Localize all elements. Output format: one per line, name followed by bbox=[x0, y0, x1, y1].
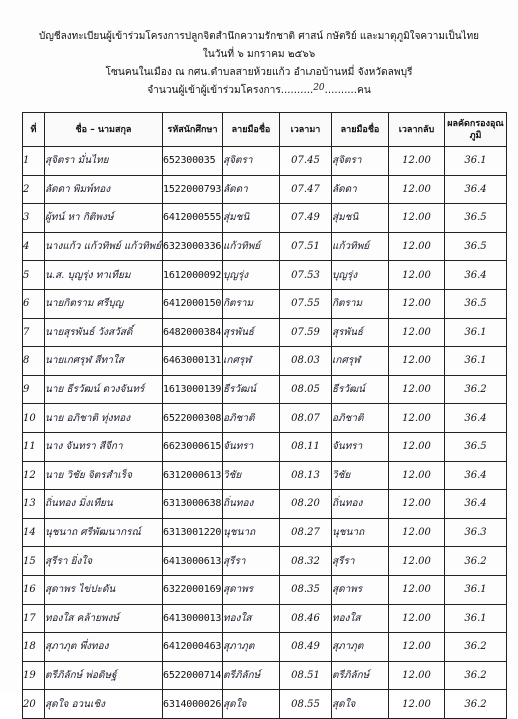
signature-out: แก้วทิพย์ bbox=[332, 232, 389, 261]
sheet-location: โซนคนในเมือง ณ กศน.ตำบลสายห้วยแก้ว อำเภอบ้านหมี่ จังหวัดลพบุรี bbox=[105, 67, 413, 78]
signature-out: ธีรวัฒน์ bbox=[332, 375, 389, 404]
student-id: 6413000013 bbox=[163, 604, 223, 633]
student-id: 652300035 bbox=[163, 147, 223, 176]
student-id: 6314000026 bbox=[163, 690, 223, 719]
table-row bbox=[23, 575, 507, 604]
signature-out: สุรีรา bbox=[332, 547, 389, 576]
temperature: 36.2 bbox=[445, 690, 507, 719]
table-row bbox=[23, 432, 507, 461]
time-in: 08.46 bbox=[280, 604, 332, 633]
table-row bbox=[23, 690, 507, 719]
time-out: 12.00 bbox=[389, 147, 445, 176]
temperature: 36.3 bbox=[445, 518, 507, 547]
signature-out: ถิ่นทอง bbox=[332, 490, 389, 519]
column-header-signature-out: ลายมือชื่อ bbox=[332, 113, 389, 147]
column-header-temperature: ผลคัดกรองอุณภูมิ bbox=[445, 113, 507, 147]
student-id: 6463000131 bbox=[163, 347, 223, 376]
student-id: 6522000714 bbox=[163, 661, 223, 690]
table-row bbox=[23, 461, 507, 490]
time-out: 12.00 bbox=[389, 318, 445, 347]
signature-out: สุรพันธ์ bbox=[332, 318, 389, 347]
participant-name: สุรีรา ยิ่งใจ bbox=[45, 547, 163, 576]
row-number: 1 bbox=[23, 147, 45, 176]
table-row bbox=[23, 147, 507, 176]
student-id: 6312000613 bbox=[163, 461, 223, 490]
signature-in: สุ่มชนิ bbox=[223, 204, 280, 233]
row-number: 15 bbox=[23, 547, 45, 576]
temperature: 36.4 bbox=[445, 461, 507, 490]
student-id: 6412000463 bbox=[163, 633, 223, 662]
student-id: 6323000336 bbox=[163, 232, 223, 261]
participant-count-prefix: จำนวนผู้เข้าผู้เข้าร่วมโครงการ.......... bbox=[147, 85, 314, 96]
participant-name: นางแก้ว แก้วทิพย์ แก้วทิพย์ bbox=[45, 232, 163, 261]
temperature: 36.2 bbox=[445, 633, 507, 662]
table-row bbox=[23, 347, 507, 376]
time-in: 07.59 bbox=[280, 318, 332, 347]
row-number: 11 bbox=[23, 432, 45, 461]
student-id: 6412000555 bbox=[163, 204, 223, 233]
signature-out: กิตราม bbox=[332, 289, 389, 318]
participant-name: ทองใส คล้ายพงษ์ bbox=[45, 604, 163, 633]
row-number: 6 bbox=[23, 289, 45, 318]
temperature: 36.2 bbox=[445, 547, 507, 576]
signature-out: ตรีภิลักษ์ bbox=[332, 661, 389, 690]
signature-in: ถิ่นทอง bbox=[223, 490, 280, 519]
signature-in: สุภาภุต bbox=[223, 633, 280, 662]
time-in: 08.35 bbox=[280, 575, 332, 604]
participant-name: ถิ่นทอง มิ่งเทียน bbox=[45, 490, 163, 519]
student-id: 1612000092 bbox=[163, 261, 223, 290]
column-header-student-id: รหัสนักศึกษา bbox=[163, 113, 223, 147]
time-out: 12.00 bbox=[389, 204, 445, 233]
time-out: 12.00 bbox=[389, 490, 445, 519]
time-out: 12.00 bbox=[389, 261, 445, 290]
signature-out: อภิชาติ bbox=[332, 404, 389, 433]
time-out: 12.00 bbox=[389, 232, 445, 261]
time-out: 12.00 bbox=[389, 690, 445, 719]
participant-name: สุดใจ อวนเชิง bbox=[45, 690, 163, 719]
time-in: 08.27 bbox=[280, 518, 332, 547]
temperature: 36.1 bbox=[445, 575, 507, 604]
table-row bbox=[23, 547, 507, 576]
signature-in: วิชัย bbox=[223, 461, 280, 490]
student-id: 6413000613 bbox=[163, 547, 223, 576]
row-number: 7 bbox=[23, 318, 45, 347]
time-out: 12.00 bbox=[389, 604, 445, 633]
row-number: 3 bbox=[23, 204, 45, 233]
row-number: 16 bbox=[23, 575, 45, 604]
time-in: 07.55 bbox=[280, 289, 332, 318]
student-id: 6482000384 bbox=[163, 318, 223, 347]
time-in: 08.05 bbox=[280, 375, 332, 404]
signature-out: สุดใจ bbox=[332, 690, 389, 719]
temperature: 36.4 bbox=[445, 404, 507, 433]
participant-name: น.ส. บุญรุ่ง ทาเทียม bbox=[45, 261, 163, 290]
student-id: 6313000638 bbox=[163, 490, 223, 519]
signature-in: ลัดดา bbox=[223, 175, 280, 204]
row-number: 9 bbox=[23, 375, 45, 404]
signature-out: ทองใส bbox=[332, 604, 389, 633]
table-row bbox=[23, 604, 507, 633]
signature-in: ทองใส bbox=[223, 604, 280, 633]
signature-out: สุดาพร bbox=[332, 575, 389, 604]
participant-name: นายเกศรุฬ สีทาใส bbox=[45, 347, 163, 376]
signature-out: สุภาภุต bbox=[332, 633, 389, 662]
participant-name: นาง จันทรา สีจีกา bbox=[45, 432, 163, 461]
table-row bbox=[23, 633, 507, 662]
signature-in: เกศรุฬ bbox=[223, 347, 280, 376]
signature-in: แก้วทิพย์ bbox=[223, 232, 280, 261]
signature-out: นุชนาถ bbox=[332, 518, 389, 547]
signature-in: ตรีภิลักษ์ bbox=[223, 661, 280, 690]
signature-out: บุญรุ่ง bbox=[332, 261, 389, 290]
row-number: 18 bbox=[23, 633, 45, 662]
table-row bbox=[23, 289, 507, 318]
signature-in: สุจิตรา bbox=[223, 147, 280, 176]
temperature: 36.5 bbox=[445, 289, 507, 318]
student-id: 1613000139 bbox=[163, 375, 223, 404]
column-header-name: ชื่อ – นามสกุล bbox=[45, 113, 163, 147]
temperature: 36.1 bbox=[445, 347, 507, 376]
row-number: 10 bbox=[23, 404, 45, 433]
participant-name: สุจิตรา มั่นไทย bbox=[45, 147, 163, 176]
attendance-table bbox=[22, 112, 507, 719]
temperature: 36.2 bbox=[445, 375, 507, 404]
student-id: 6623000615 bbox=[163, 432, 223, 461]
time-out: 12.00 bbox=[389, 661, 445, 690]
time-in: 08.03 bbox=[280, 347, 332, 376]
temperature: 36.4 bbox=[445, 175, 507, 204]
signature-out: สุจิตรา bbox=[332, 147, 389, 176]
participant-name: นาย ธีรวัฒน์ ดวงจันทร์ bbox=[45, 375, 163, 404]
table-header-row bbox=[23, 113, 507, 147]
participant-name: ตรีภิลักษ์ พ่อดิษฐ์ bbox=[45, 661, 163, 690]
time-in: 08.07 bbox=[280, 404, 332, 433]
temperature: 36.1 bbox=[445, 147, 507, 176]
table-row bbox=[23, 261, 507, 290]
table-row bbox=[23, 518, 507, 547]
student-id: 1522000793 bbox=[163, 175, 223, 204]
student-id: 6522000308 bbox=[163, 404, 223, 433]
participant-name: นาย วิชัย จิตรสำเร็จ bbox=[45, 461, 163, 490]
signature-out: ลัดดา bbox=[332, 175, 389, 204]
signature-in: ธีรวัฒน์ bbox=[223, 375, 280, 404]
time-in: 07.45 bbox=[280, 147, 332, 176]
time-in: 08.11 bbox=[280, 432, 332, 461]
time-out: 12.00 bbox=[389, 175, 445, 204]
sheet-header bbox=[0, 28, 518, 100]
time-out: 12.00 bbox=[389, 547, 445, 576]
time-in: 08.55 bbox=[280, 690, 332, 719]
temperature: 36.5 bbox=[445, 232, 507, 261]
attendance-table-body bbox=[23, 147, 507, 719]
student-id: 6313001220 bbox=[163, 518, 223, 547]
row-number: 19 bbox=[23, 661, 45, 690]
participant-name: นายกิตราม ศรีบุญ bbox=[45, 289, 163, 318]
participant-name: สุภาภุต พึ่งทอง bbox=[45, 633, 163, 662]
temperature: 36.1 bbox=[445, 604, 507, 633]
time-in: 07.53 bbox=[280, 261, 332, 290]
table-row bbox=[23, 204, 507, 233]
participant-count-suffix: ..........คน bbox=[324, 85, 371, 96]
table-row bbox=[23, 232, 507, 261]
temperature: 36.5 bbox=[445, 204, 507, 233]
time-in: 08.13 bbox=[280, 461, 332, 490]
time-in: 08.51 bbox=[280, 661, 332, 690]
temperature: 36.4 bbox=[445, 261, 507, 290]
time-out: 12.00 bbox=[389, 518, 445, 547]
signature-out: เกศรุฬ bbox=[332, 347, 389, 376]
student-id: 6412000150 bbox=[163, 289, 223, 318]
temperature: 36.1 bbox=[445, 318, 507, 347]
time-out: 12.00 bbox=[389, 432, 445, 461]
signature-out: สุ่มชนิ bbox=[332, 204, 389, 233]
row-number: 2 bbox=[23, 175, 45, 204]
row-number: 14 bbox=[23, 518, 45, 547]
time-in: 08.32 bbox=[280, 547, 332, 576]
signature-in: สุรีรา bbox=[223, 547, 280, 576]
table-row bbox=[23, 490, 507, 519]
signature-in: กิตราม bbox=[223, 289, 280, 318]
temperature: 36.2 bbox=[445, 661, 507, 690]
sheet-date: ในวันที่ ๖ มกราคม ๒๕๖๖ bbox=[202, 49, 316, 60]
table-row bbox=[23, 404, 507, 433]
table-row bbox=[23, 175, 507, 204]
row-number: 17 bbox=[23, 604, 45, 633]
table-row bbox=[23, 375, 507, 404]
signature-in: จันทรา bbox=[223, 432, 280, 461]
column-header-signature-in: ลายมือชื่อ bbox=[223, 113, 280, 147]
time-out: 12.00 bbox=[389, 289, 445, 318]
row-number: 20 bbox=[23, 690, 45, 719]
time-in: 08.49 bbox=[280, 633, 332, 662]
row-number: 5 bbox=[23, 261, 45, 290]
time-out: 12.00 bbox=[389, 375, 445, 404]
table-row bbox=[23, 318, 507, 347]
time-out: 12.00 bbox=[389, 633, 445, 662]
time-in: 07.47 bbox=[280, 175, 332, 204]
time-out: 12.00 bbox=[389, 347, 445, 376]
row-number: 13 bbox=[23, 490, 45, 519]
signature-in: บุญรุ่ง bbox=[223, 261, 280, 290]
column-header-time-out: เวลากลับ bbox=[389, 113, 445, 147]
table-row bbox=[23, 661, 507, 690]
temperature: 36.4 bbox=[445, 490, 507, 519]
column-header-time-in: เวลามา bbox=[280, 113, 332, 147]
column-header-no: ที่ bbox=[23, 113, 45, 147]
participant-name: ผู้ทน์ หา กิติพงษ์ bbox=[45, 204, 163, 233]
signature-in: นุชนาถ bbox=[223, 518, 280, 547]
time-in: 08.20 bbox=[280, 490, 332, 519]
participant-name: นุชนาถ ศรีพัฒนากรณ์ bbox=[45, 518, 163, 547]
time-out: 12.00 bbox=[389, 461, 445, 490]
temperature: 36.5 bbox=[445, 432, 507, 461]
time-in: 07.49 bbox=[280, 204, 332, 233]
time-out: 12.00 bbox=[389, 575, 445, 604]
signature-in: สุดาพร bbox=[223, 575, 280, 604]
participant-count-value: 20 bbox=[313, 83, 325, 93]
time-out: 12.00 bbox=[389, 404, 445, 433]
row-number: 12 bbox=[23, 461, 45, 490]
signature-out: จันทรา bbox=[332, 432, 389, 461]
signature-in: อภิชาติ bbox=[223, 404, 280, 433]
participant-name: นายสุรพันธ์ วังสวัสดิ์ bbox=[45, 318, 163, 347]
participant-name: ลัดดา พิมพ์ทอง bbox=[45, 175, 163, 204]
participant-count-line bbox=[0, 82, 518, 100]
sheet-title: บัญชีลงทะเบียนผู้เข้าร่วมโครงการปลูกจิตสำนึกความรักชาติ ศาสน์ กษัตริย์ และมาตุภูมิใจความเป็นไทย bbox=[38, 31, 480, 42]
row-number: 8 bbox=[23, 347, 45, 376]
signature-out: วิชัย bbox=[332, 461, 389, 490]
row-number: 4 bbox=[23, 232, 45, 261]
participant-name: สุดาพร ไข่ปะดัน bbox=[45, 575, 163, 604]
student-id: 6322000169 bbox=[163, 575, 223, 604]
participant-name: นาย อภิชาติ ทุ่งทอง bbox=[45, 404, 163, 433]
signature-in: สุดใจ bbox=[223, 690, 280, 719]
signature-in: สุรพันธ์ bbox=[223, 318, 280, 347]
time-in: 07.51 bbox=[280, 232, 332, 261]
